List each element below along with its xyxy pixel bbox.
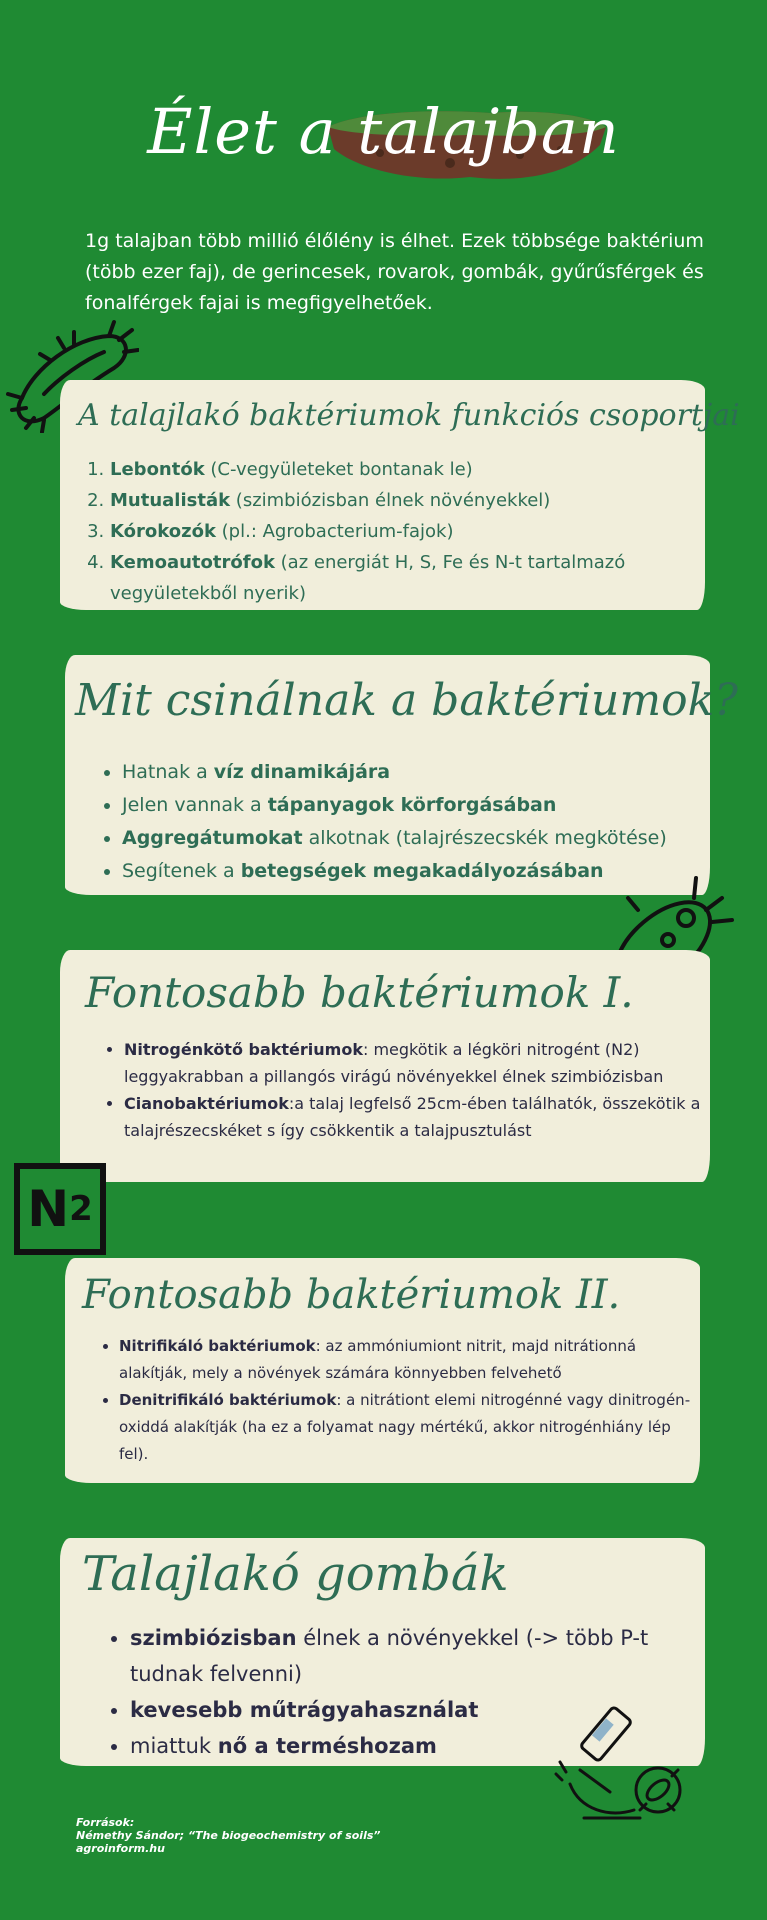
- important-bacteria-2-list: [103, 1333, 699, 1468]
- list-item: • Cianobaktériumok:a talaj legfelső 25cm-ében találhatók, összekötik a talajrészecskéket s így csökkentik a talajpusztulást: [124, 1090, 704, 1144]
- section3-heading: Fontosabb baktériumok I.: [85, 968, 634, 1017]
- important-bacteria-1-list: [108, 1036, 704, 1144]
- section1-heading: A talajlakó baktériumok funkciós csoportjai: [78, 398, 740, 433]
- microscope-icon: [550, 1700, 690, 1825]
- list-item: • Nitrogénkötő baktériumok: megkötik a légköri nitrogént (N2) leggyakrabban a pillangós virágú növényekkel élnek szimbiózisban: [124, 1036, 704, 1090]
- list-item: • miattuk nő a terméshozam: [130, 1728, 670, 1764]
- sources: Források: Némethy Sándor; “The biogeochemistry of soils” agroinform.hu: [76, 1816, 381, 1855]
- section5-heading: Talajlakó gombák: [82, 1546, 509, 1602]
- list-item: • szimbiózisban élnek a növényekkel (-> több P-t tudnak felvenni): [130, 1620, 670, 1692]
- list-item: 1. Lebontók (C-vegyületeket bontanak le): [110, 454, 710, 485]
- page-title: Élet a talajban: [147, 95, 620, 168]
- list-item: • kevesebb műtrágyahasználat: [130, 1692, 670, 1728]
- functional-groups-list: [88, 454, 710, 609]
- list-item: 3. Kórokozók (pl.: Agrobacterium-fajok): [110, 516, 710, 547]
- section4-heading: Fontosabb baktériumok II.: [82, 1272, 621, 1318]
- list-item: • Aggregátumokat alkotnak (talajrészecskék megkötése): [122, 822, 722, 855]
- list-item: • Jelen vannak a tápanyagok körforgásában: [122, 789, 722, 822]
- intro-text: 1g talajban több millió élőlény is élhet. Ezek többsége baktérium (több ezer faj), de gerincesek, rovarok, gombák, gyűrűsférgek és fonalférgek fajai is megfigyelhetőek.: [85, 230, 704, 314]
- list-item: • Segítenek a betegségek megakadályozásában: [122, 855, 722, 888]
- list-item: • Hatnak a víz dinamikájára: [122, 756, 722, 789]
- list-item: 4. Kemoautotrófok (az energiát H, S, Fe és N-t tartalmazó vegyületekből nyerik): [110, 547, 710, 609]
- list-item: • Nitrifikáló baktériumok: az ammóniumiont nitrit, majd nitrátionná alakítják, mely a növények számára könnyebben felvehető: [119, 1333, 699, 1387]
- list-item: • Denitrifikáló baktériumok: a nitrátiont elemi nitrogénné vagy dinitrogén-oxiddá alakítják (ha ez a folyamat nagy mértékű, akkor nitrogénhiány lép fel).: [119, 1387, 699, 1468]
- section2-heading: Mit csinálnak a baktériumok?: [75, 675, 738, 726]
- n2-icon: N 2: [14, 1163, 106, 1255]
- list-item: 2. Mutualisták (szimbiózisban élnek növényekkel): [110, 485, 710, 516]
- bacteria-actions-list: [100, 756, 722, 888]
